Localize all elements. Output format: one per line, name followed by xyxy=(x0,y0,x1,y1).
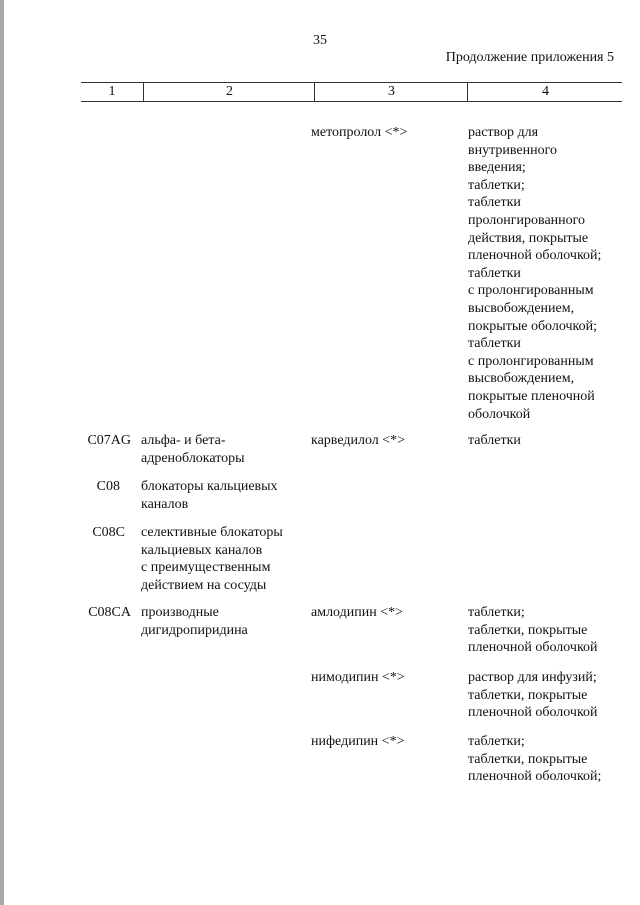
dosage-form-line: с пролонгированным xyxy=(468,353,594,369)
drug-group-line: каналов xyxy=(141,496,189,512)
dosage-form-line: покрытые пленочной xyxy=(468,388,595,404)
dosage-form-line: таблетки, покрытые xyxy=(468,751,588,767)
drug-group-line: селективные блокаторы xyxy=(141,525,283,540)
dosage-form-line: действия, покрытые xyxy=(468,230,589,246)
drug-group-line: альфа- и бета- xyxy=(141,433,226,448)
dosage-form-line: раствор для инфузий; xyxy=(468,670,597,685)
dosage-form-line: таблетки, покрытые xyxy=(468,687,588,703)
dosage-form-line: пролонгированного xyxy=(468,212,586,228)
column-header-2: 2 xyxy=(143,83,315,101)
dosage-form-line: оболочкой xyxy=(468,406,531,422)
appendix-heading: Продолжение приложения 5 xyxy=(445,50,614,65)
page-number: 35 xyxy=(313,33,327,48)
dosage-forms xyxy=(468,432,628,450)
atc-code: C08 xyxy=(96,479,120,494)
drug-group-line: дигидропиридина xyxy=(141,622,248,638)
dosage-form-line: внутривенного xyxy=(468,142,558,158)
dosage-form-line: таблетки xyxy=(468,195,521,211)
drug-group-line: блокаторы кальциевых xyxy=(141,479,278,494)
drug-group xyxy=(141,604,311,639)
table-header-row xyxy=(81,82,622,102)
dosage-form-line: покрытые оболочкой; xyxy=(468,318,598,334)
dosage-form-line: введения; xyxy=(468,160,526,176)
dosage-form-line: таблетки, покрытые xyxy=(468,622,588,638)
atc-code: C08CA xyxy=(88,605,131,620)
dosage-form-line: пленочной оболочкой xyxy=(468,705,598,721)
dosage-form-line: таблетки; xyxy=(468,605,525,620)
dosage-forms xyxy=(468,604,628,657)
dosage-form-line: таблетки xyxy=(468,336,521,352)
dosage-form-line: таблетки; xyxy=(468,177,525,193)
dosage-form-line: пленочной оболочкой xyxy=(468,640,598,656)
dosage-form-line: с пролонгированным xyxy=(468,283,594,299)
atc-code: C08C xyxy=(92,525,125,540)
drug-group-line: действием на сосуды xyxy=(141,577,267,593)
dosage-forms xyxy=(468,733,628,786)
dosage-form-line: пленочной оболочкой; xyxy=(468,248,602,264)
dosage-form-line: раствор для xyxy=(468,125,539,140)
drug-name: нифедипин <*> xyxy=(311,734,405,749)
drug-group xyxy=(141,478,311,513)
drug-group xyxy=(141,524,311,594)
dosage-form-line: таблетки xyxy=(468,433,521,448)
dosage-form-line: таблетки; xyxy=(468,734,525,749)
dosage-form-line: таблетки xyxy=(468,265,521,281)
atc-code: C07AG xyxy=(87,433,131,448)
dosage-form-line: высвобождением, xyxy=(468,371,575,387)
drug-group-line: адреноблокаторы xyxy=(141,450,245,466)
drug-group-line: кальциевых каналов xyxy=(141,542,263,558)
drug-group-line: производные xyxy=(141,605,219,620)
drug-group-line: с преимущественным xyxy=(141,560,271,576)
column-header-4: 4 xyxy=(467,83,623,101)
drug-name: карведилол <*> xyxy=(311,433,406,448)
dosage-form-line: высвобождением, xyxy=(468,300,575,316)
drug-name: метопролол <*> xyxy=(311,125,408,140)
dosage-forms xyxy=(468,124,628,423)
dosage-form-line: пленочной оболочкой; xyxy=(468,769,602,785)
dosage-forms xyxy=(468,669,628,722)
column-header-1: 1 xyxy=(108,84,116,99)
scan-edge xyxy=(0,0,4,905)
drug-name: нимодипин <*> xyxy=(311,670,405,685)
column-header-3: 3 xyxy=(314,83,468,101)
drug-name: амлодипин <*> xyxy=(311,605,404,620)
drug-group xyxy=(141,432,311,467)
